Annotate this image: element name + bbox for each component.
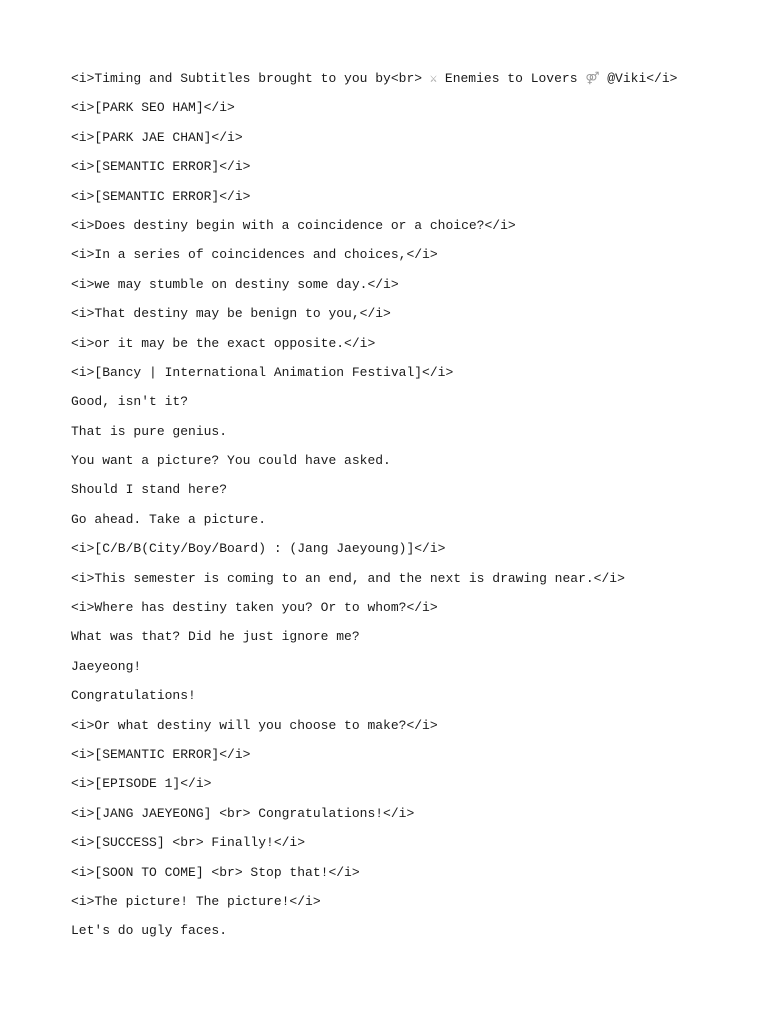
subtitle-line: <i>This semester is coming to an end, and the next is drawing near.</i> [71, 570, 625, 586]
subtitle-line: Good, isn't it? [71, 394, 189, 410]
subtitle-line: <i>[SEMANTIC ERROR]</i> [71, 159, 251, 175]
subtitle-line: <i>we may stumble on destiny some day.</i> [71, 276, 399, 292]
subtitle-line: <i>[C/B/B(City/Boy/Board) : (Jang Jaeyoung)]</i> [71, 541, 446, 557]
subtitle-line: Let's do ugly faces. [71, 923, 228, 939]
subtitle-line: <i>In a series of coincidences and choices,</i> [71, 247, 438, 263]
subtitle-line: What was that? Did he just ignore me? [71, 629, 360, 645]
subtitle-line: Congratulations! [71, 688, 196, 704]
subtitle-line: <i>[JANG JAEYEONG] <br> Congratulations!</i> [71, 805, 415, 821]
subtitle-line: Should I stand here? [71, 482, 228, 498]
credit-text-end: @Viki</i> [599, 71, 678, 86]
subtitle-line: <i>[PARK JAE CHAN]</i> [71, 129, 243, 145]
subtitle-line: <i>[SEMANTIC ERROR]</i> [71, 746, 251, 762]
subtitle-line: You want a picture? You could have asked. [71, 453, 391, 469]
subtitle-line: Jaeyeong! [71, 658, 142, 674]
subtitle-line: <i>[SEMANTIC ERROR]</i> [71, 188, 251, 204]
subtitle-line: <i>The picture! The picture!</i> [71, 893, 321, 909]
subtitle-line: <i>Does destiny begin with a coincidence or a choice?</i> [71, 217, 516, 233]
crossed-swords-icon: ⚔ [429, 72, 438, 86]
credit-text-start: <i>Timing and Subtitles brought to you by<br> [71, 71, 430, 86]
subtitle-line: <i>That destiny may be benign to you,</i> [71, 306, 391, 322]
subtitle-line: <i>Where has destiny taken you? Or to whom?</i> [71, 600, 438, 616]
subtitle-line: <i>[PARK SEO HAM]</i> [71, 100, 235, 116]
subtitle-line: That is pure genius. [71, 423, 228, 439]
subtitle-line: <i>[SOON TO COME] <br> Stop that!</i> [71, 864, 360, 880]
subtitle-line: <i>[SUCCESS] <br> Finally!</i> [71, 835, 306, 851]
subtitle-document [71, 70, 748, 952]
subtitle-line: <i>Or what destiny will you choose to make?</i> [71, 717, 438, 733]
credit-text-middle: Enemies to Lovers [437, 71, 586, 86]
subtitle-line: <i>[EPISODE 1]</i> [71, 776, 212, 792]
subtitle-line-credit [71, 70, 748, 87]
subtitle-line: <i>or it may be the exact opposite.</i> [71, 335, 376, 351]
couple-icon: ⚤ [585, 72, 600, 86]
subtitle-line: <i>[Bancy | International Animation Festival]</i> [71, 364, 454, 380]
subtitle-line: Go ahead. Take a picture. [71, 511, 267, 527]
